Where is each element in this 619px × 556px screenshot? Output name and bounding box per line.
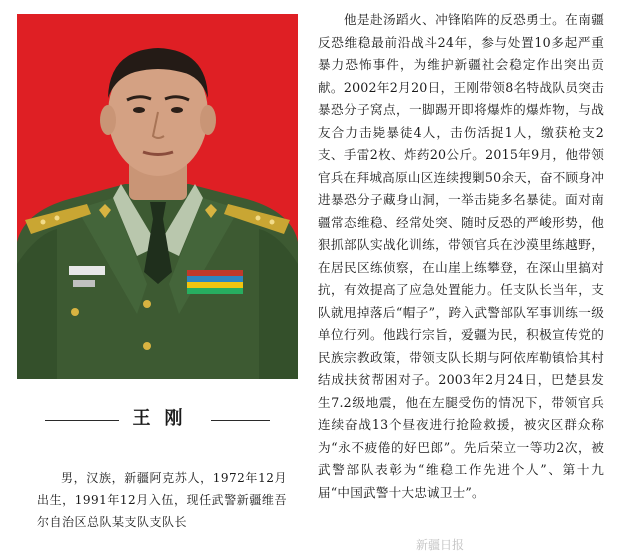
person-bio: 男，汉族，新疆阿克苏人，1972年12月出生，1991年12月入伍，现任武警新疆维吾尔自治区总队某支队支队长 <box>37 471 287 529</box>
article-body: 他是赴汤蹈火、冲锋陷阵的反恐勇士。在南疆反恐维稳最前沿战斗24年，参与处置10多起严重暴力恐怖事件，为维护新疆社会稳定作出突出贡献。2002年2月20日，王刚带领8名特战队员突击暴恐分子窝点，一脚踢开即将爆炸的爆炸物，与战友合力击毙暴徒4人，击伤活捉1人，缴获枪支2支、手雷2枚、炸药20公斤。2015年9月，他带领官兵在拜城高原山区连续搜剿50余天，奋不顾身冲进暴恐分子藏身山洞，一举击毙多名暴徒。面对南疆常态维稳、经常处突、随时反恐的严峻形势，他狠抓部队实战化训练，带领官兵在沙漠里练越野，在居民区练侦察，在山崖上练攀登，在深山里搞对抗，有效提高了应急处置能力。任支队长当年，支队就甩掉落后“帽子”，跨入武警部队军事训练一级单位行列。他践行宗旨，爱疆为民，积极宣传党的民族宗教政策，带领支队长期与阿依库勒镇恰其村结成扶贫帮困对子。2003年2月24日，巴楚县发生7.2级地震，他在左腿受伤的情况下，带领官兵连续奋战13个昼夜进行抢险救援，被灾区群众称为“永不疲倦的好巴郎”。先后荣立一等功2次，被武警部队表彰为“维稳工作先进个人”、第十九届“中国武警十大忠诚卫士”。 <box>318 12 604 500</box>
weibo-watermark: 新疆日报 <box>416 538 465 552</box>
person-name-heading <box>45 404 270 434</box>
person-name: 王刚 <box>119 408 211 429</box>
portrait-photo <box>17 14 298 379</box>
